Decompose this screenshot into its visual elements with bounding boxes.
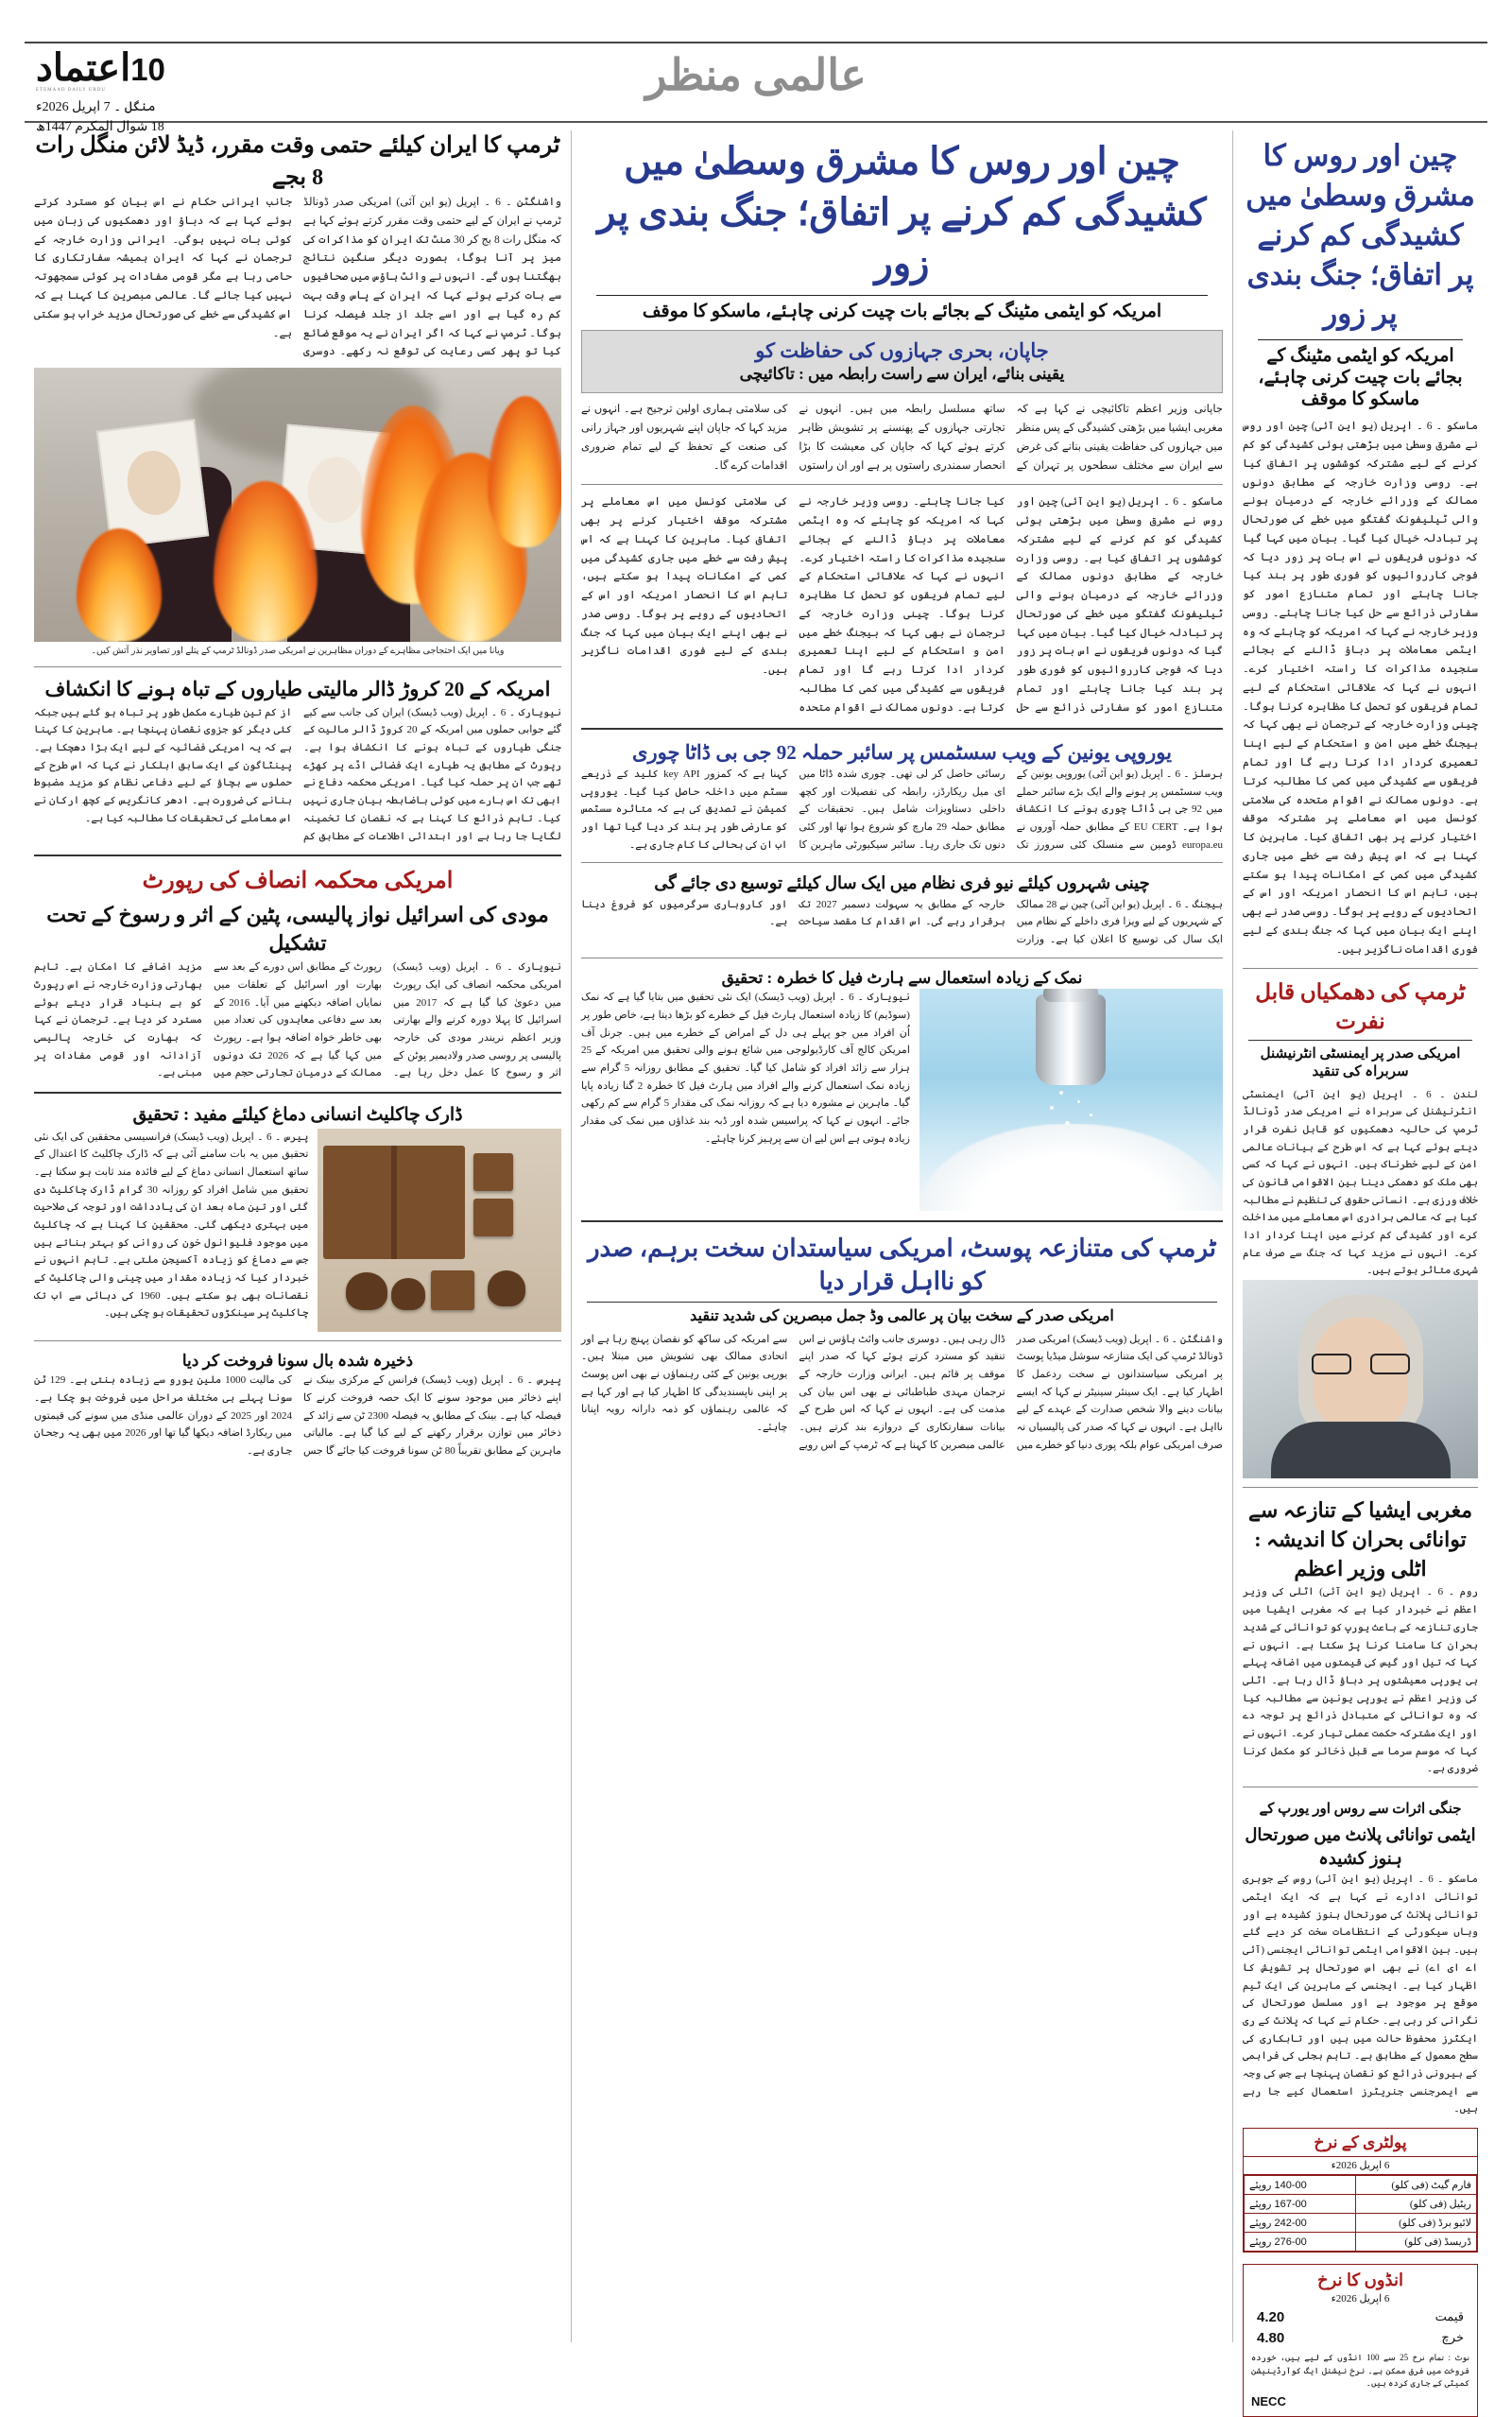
divider [581, 1220, 1223, 1222]
chocolate-headline: ڈارک چاکلیٹ انسانی دماغ کیلئے مفید : تحقیق [132, 1105, 463, 1126]
table-row [1245, 2195, 1477, 2214]
france-gold-headline: ذخیرہ شدہ بال سونا فروخت کر دیا [181, 1351, 414, 1370]
masthead-date [36, 97, 175, 137]
italy-body: روم ۔ 6 ۔ اپریل (یو این آئی) اٹلی کی وزیر اعظم نے خبردار کیا ہے کہ مغربی ایشیا میں جاری تنازعہ کے باعث یورپ کو توانائی کے شدید بحران کا سامنا کرنا پڑ سکتا ہے۔ انہوں نے کہا کہ تیل اور گیس کی قیمتوں میں اضافہ پہلے ہی یورپی معیشتوں پر دباؤ ڈال رہا ہے۔ اٹلی کی وزیر اعظم نے یورپی یونین سے مطالبہ کیا کہ وہ توانائی کے متبادل ذرائع پر توجہ دے اور ایک مشترکہ حکمت عملی تیار کرے۔ انہوں نے کہا کہ موسم سرما سے قبل ذخائر کو مکمل کرنا ضروری ہے۔ [1243, 1586, 1478, 1775]
chocolate-photo [318, 1129, 561, 1332]
section-title: عالمی منظر [645, 51, 867, 99]
egg-row-label: قیمت [1435, 2309, 1464, 2324]
divider [581, 862, 1223, 863]
divider [34, 1340, 561, 1341]
paper-name: اعتماد [36, 46, 131, 89]
date-gregorian: منگل ۔ 7 اپریل 2026ء [36, 100, 156, 114]
salt-pile [919, 1124, 1223, 1211]
amnesty-chief-photo [1243, 1280, 1478, 1478]
masthead-microtext: ETEMAAD DAILY URDU [36, 88, 106, 93]
egg-row-value: 4.20 [1257, 2309, 1285, 2326]
japan-shipping-box [581, 330, 1223, 393]
page-number: 10 [130, 52, 165, 87]
chocolate-body: پیرس ۔ 6 ۔ اپریل (ویب ڈیسک) فرانسیسی محققین کی ایک نئی تحقیق میں یہ بات سامنے آئی ہے کہ ڈارک چاکلیٹ کا اعتدال کے ساتھ استعمال انسانی دماغ کے لیے فائدہ مند ثابت ہو سکتا ہے۔ تحقیق میں شامل افراد کو روزانہ 30 گرام ڈارک چاکلیٹ دی گئی اور تین ماہ بعد ان کی یادداشت اور توجہ کی صلاحیت میں بہتری دیکھی گئی۔ محققین کا کہنا ہے کہ چاکلیٹ میں موجود فلیوانول خون کی روانی کو بہتر بناتے ہیں جس سے دماغ کو زیادہ آکسیجن ملتی ہے۔ تاہم انہوں نے خبردار کیا کہ زیادہ مقدار میں چینی والی چاکلیٹ کے نقصانات بھی ہو سکتے ہیں۔ 1960 کی دہائی سے اب تک چاکلیٹ پر سینکڑوں تحقیقات ہو چکی ہیں۔ [34, 1131, 309, 1320]
eu-cyber-headline: یوروپی یونین کے ویب سسٹمس پر سائبر حملہ 92 جی بی ڈاٹا چوری [632, 740, 1172, 764]
chocolate-bonbon-2 [391, 1278, 425, 1310]
trump-hate-body: لندن ۔ 6 ۔ اپریل (یو این آئی) ایمنسٹی انٹرنیشنل کی سربراہ نے امریکی صدر ڈونالڈ ٹرمپ کی حالیہ دھمکیوں کو قابل نفرت قرار دیتے ہوئے کہا ہے کہ اس طرح کے بیانات عالمی امن کے لیے خطرناک ہیں۔ انہوں نے کہا کہ کسی بھی ملک کو دھمکی دینا بین الاقوامی قانون کی خلاف ورزی ہے۔ انسانی حقوق کی تنظیم نے مطالبہ کیا ہے کہ عالمی برادری اس معاملے میں مداخلت کرے اور کشیدگی کم کرنے میں اپنا کردار ادا کرے۔ انہوں نے مزید کہا کہ جنگ سے صرف عام شہری متاثر ہوتے ہیں۔ [1243, 1088, 1478, 1277]
us-jets-body: نیویارک ۔ 6 ۔ اپریل (ویب ڈیسک) ایران کی جانب سے کیے گئے جوابی حملوں میں امریکہ کے 20 کروڑ ڈالر مالیت کے جنگی طیاروں کے تباہ ہونے کا انکشاف ہوا ہے۔ رپورٹ کے مطابق یہ طیارے ایک فضائی اڈے پر کھڑے تھے جب ان پر حملہ کیا گیا۔ امریکی محکمہ دفاع نے ابھی تک اس بارے میں کوئی باضابطہ بیان جاری نہیں کیا۔ تاہم ذرائع کا کہنا ہے کہ نقصان کا تخمینہ لگایا جا رہا ہے اور ابتدائی اطلاعات کے مطابق کم از کم تین طیارے مکمل طور پر تباہ ہو گئے ہیں جبکہ کئی دیگر کو جزوی نقصان پہنچا ہے۔ ماہرین کا کہنا ہے کہ یہ امریکی فضائیہ کے لیے ایک بڑا دھچکا ہے۔ پینٹاگون کے ایک سابق اہلکار نے کہا کہ اس طرح کے حملوں سے بچاؤ کے لیے دفاعی نظام کو مزید مضبوط بنانے کی ضرورت ہے۔ ادھر کانگریس کے کچھ ارکان نے اس معاملے کی تحقیقات کا مطالبہ کیا ہے۔ [34, 706, 561, 842]
divider [34, 855, 561, 856]
protest-fire-photo [34, 368, 561, 642]
protest-photo-caption: ویانا میں ایک احتجاجی مظاہرے کے دوران مظاہرین نے امریکی صدر ڈونالڈ ٹرمپ کے پتلے اور تصاویر نذر آتش کیں۔ [91, 647, 505, 657]
placard-portrait-face-2 [305, 455, 366, 526]
placard-portrait-face [124, 448, 184, 518]
page-grid [25, 130, 1487, 2408]
trump-iran-body: واشنگٹن ۔ 6 ۔ اپریل (یو این آئی) امریکی صدر ڈونالڈ ٹرمپ نے ایران کے لیے حتمی وقت مقرر کرتے ہوئے کہا ہے کہ منگل رات 8 بج کر 30 منٹ تک ایران کو مذاکرات کی میز پر آنا ہوگا، بصورت دیگر سنگین نتائج بھگتنا ہوں گے۔ انہوں نے وائٹ ہاؤس میں صحافیوں سے بات کرتے ہوئے کہا کہ ایران کے پاس وقت بہت کم رہ گیا ہے اور اسے جلد از جلد فیصلہ کرنا ہوگا۔ ٹرمپ نے کہا کہ اگر ایران نے یہ موقع ضائع کیا تو پھر کسی رعایت کی توقع نہ رکھے۔ دوسری جانب ایرانی حکام نے اس بیان کو مسترد کرتے ہوئے کہا ہے کہ دباؤ اور دھمکیوں کی زبان میں کوئی بات نہیں ہوگی۔ ایرانی وزارت خارجہ کے ترجمان نے کہا کہ ایران ہمیشہ سفارتکاری کا حامی رہا ہے مگر قومی مفادات پر کوئی سمجھوتہ نہیں کیا جائے گا۔ عالمی مبصرین کا کہنا ہے کہ اس کشیدگی سے خطے کی صورتحال مزید خراب ہو سکتی ہے۔ [34, 197, 562, 358]
column-left [25, 130, 571, 2342]
lead-headline: چین اور روس کا مشرق وسطیٰ میں کشیدگی کم کرنے پر اتفاق؛ جنگ بندی پر زور [597, 140, 1207, 285]
poultry-rates-rows [1244, 2175, 1477, 2252]
poultry-row-value: 167-00 روپئے [1245, 2195, 1356, 2214]
poultry-row-label: ڈریسڈ (فی کلو) [1356, 2233, 1477, 2252]
table-row [1245, 2176, 1477, 2195]
ukraine-headline: ایٹمی توانائی پلانٹ میں صورتحال ہنوز کشیدہ [1245, 1825, 1476, 1869]
photo-torso [1271, 1422, 1451, 1478]
divider [581, 484, 1223, 485]
table-row [1245, 2233, 1477, 2252]
divider [34, 1092, 561, 1094]
divider [1243, 968, 1478, 969]
table-row [1245, 2214, 1477, 2233]
flame-5 [488, 396, 561, 547]
egg-row-label: خرچ [1441, 2330, 1464, 2345]
egg-table-note: نوٹ : تمام نرخ 25 سے 100 انڈوں کے لیے ہیں، خوردہ فروخت میں فرق ممکن ہے۔ نرخ نیشنل ایگ کوآرڈینیشن کمیٹی کے جاری کردہ ہیں۔ [1251, 2353, 1469, 2389]
chocolate-square-2 [473, 1199, 513, 1236]
china-visa-body: بیجنگ ۔ 6 ۔ اپریل (یو این آئی) چین نے 28 ممالک کے شہریوں کے لیے ویزا فری داخلے کے نظام میں ایک سال کی توسیع کا اعلان کیا ہے۔ وزارت خارجہ کے مطابق یہ سہولت دسمبر 2027 تک برقرار رہے گی۔ اس اقدام کا مقصد سیاحت اور کاروباری سرگرمیوں کو فروغ دینا ہے۔ [581, 898, 1223, 945]
poultry-row-label: لائیو برڈ (فی کلو) [1356, 2214, 1477, 2233]
salt-article-layout [581, 989, 1223, 1211]
egg-row-value: 4.80 [1257, 2330, 1285, 2347]
lead-body: ماسکو ۔ 6 ۔ اپریل (یو این آئی) چین اور روس نے مشرق وسطیٰ میں بڑھتی ہوئی کشیدگی کو کم کرنے کے لیے مشترکہ کوششوں پر اتفاق کیا ہے۔ روسی وزارت خارجہ کے مطابق دونوں ممالک کے وزرائے خارجہ کے درمیان ہونے والی ٹیلیفونک گفتگو میں خطے کی صورتحال پر تبادلہ خیال کیا گیا۔ بیان میں کہا گیا کہ دونوں فریقوں نے اس بات پر زور دیا کہ فوجی کارروائیوں کو فوری طور پر بند کیا جانا چاہئے اور تمام متنازع امور کو سفارتی ذرائع سے حل کیا جانا چاہئے۔ روسی وزیر خارجہ نے کہا کہ امریکہ کو چاہئے کہ وہ ایٹمی معاملات پر دباؤ ڈالنے کے بجائے سنجیدہ مذاکرات کا راستہ اختیار کرے۔ انہوں نے کہا کہ علاقائی استحکام کے لیے تمام فریقوں کو تحمل کا مظاہرہ کرنا ہوگا۔ چینی وزارت خارجہ کے ترجمان نے بھی کہا کہ بیجنگ خطے میں امن و استحکام کے لیے اپنا تعمیری کردار ادا کرتا رہے گا اور تمام فریقوں سے کشیدگی میں کمی کا مطالبہ کرتا ہے۔ دونوں ممالک نے اقوام متحدہ کی سلامتی کونسل میں اس معاملے پر مشترکہ موقف اختیار کرنے پر بھی اتفاق کیا۔ ماہرین کا کہنا ہے کہ اس پیش رفت سے خطے میں جاری کشیدگی میں کمی کے امکانات پیدا ہو سکتے ہیں، تاہم اس کا انحصار امریکہ اور اس کے اتحادیوں کے رویے پر ہوگا۔ روسی صدر نے بھی اپنے ایک بیان میں کہا کہ جنگ بندی کے لیے فوری اقدامات ناگزیر ہیں۔ [581, 496, 1223, 714]
poultry-row-label: ریٹیل (فی کلو) [1356, 2195, 1477, 2214]
poultry-rates-table [1243, 2128, 1478, 2253]
egg-table-date: 6 اپریل 2026ء [1331, 2293, 1390, 2305]
egg-rates-table [1243, 2264, 1478, 2417]
poultry-row-label: فارم گیٹ (فی کلو) [1356, 2176, 1477, 2195]
photo-glasses [1312, 1354, 1410, 1374]
glasses-lens-left [1312, 1354, 1351, 1374]
trump-iran-headline: ٹرمپ کا ایران کیلئے حتمی وقت مقرر، ڈیڈ لائن منگل رات 8 بجے [35, 133, 560, 190]
japan-box-line2: یقینی بنائے، ایران سے راست رابطہ میں : تاکائیچی [739, 365, 1065, 384]
lead-subhead: امریکہ کو ایٹمی مٹینگ کے بجائے بات چیت کرنی چاہئے، ماسکو کا موقف [596, 295, 1208, 322]
post-body: واشنگٹن ۔ 6 ۔ اپریل (ویب ڈیسک) امریکی صدر ڈونالڈ ٹرمپ کی ایک متنازعہ سوشل میڈیا پوسٹ پر امریکی سیاستدانوں نے سخت ردعمل کا اظہار کیا ہے۔ ایک سینئر سینیٹر نے کہا کہ ایسے بیانات دینے والا شخص صدارت کے عہدے کے لیے نااہل ہے۔ انہوں نے کہا کہ صدر کی پالیسیاں نہ صرف امریکی عوام بلکہ پوری دنیا کو خطرے میں ڈال رہی ہیں۔ دوسری جانب وائٹ ہاؤس نے اس تنقید کو مسترد کرتے ہوئے کہا کہ صدر اپنے موقف پر قائم ہیں۔ ایرانی وزارت خارجہ کے ترجمان مہدی طباطبائی نے بھی اس بیان کی مذمت کی ہے۔ انہوں نے کہا کہ اس طرح کے بیانات سفارتکاری کے دروازے بند کرتے ہیں۔ عالمی مبصرین کا کہنا ہے کہ ٹرمپ کے اس رویے سے امریکہ کی ساکھ کو نقصان پہنچ رہا ہے اور اتحادی ممالک بھی تشویش میں مبتلا ہیں۔ یورپی یونین کے کئی رہنماؤں نے بھی اس پوسٹ پر اپنی ناپسندیدگی کا اظہار کیا ہے اور کہا ہے کہ عالمی رہنماؤں کو ذمہ دارانہ رویہ اپنانا چاہئے۔ [581, 1333, 1223, 1451]
chocolate-bonbon-1 [346, 1272, 387, 1310]
masthead [25, 17, 1487, 134]
divider [34, 666, 561, 667]
column-middle [571, 130, 1232, 2342]
france-gold-body: پیرس ۔ 6 ۔ اپریل (ویب ڈیسک) فرانس کے مرکزی بینک نے اپنے ذخائر میں موجود سونے کا ایک حصہ فروخت کرنے کا فیصلہ کیا ہے۔ بینک کے مطابق یہ فیصلہ 2300 ٹن سے زائد کے ذخائر میں توازن برقرار رکھنے کے لیے کیا گیا ہے۔ مالیاتی ماہرین کے مطابق تقریباً 80 ٹن سونا فروخت کیا جائے گا جس کی مالیت 1000 ملین یورو سے زیادہ بنتی ہے۔ 129 ٹن سونا پہلے ہی مختلف مراحل میں فروخت ہو چکا ہے۔ 2024 اور 2025 کے دوران عالمی منڈی میں سونے کی قیمتوں میں ریکارڈ اضافہ دیکھا گیا تھا اور 2026 میں بھی یہ رجحان جاری ہے۔ [34, 1374, 562, 1458]
list-item [1251, 2309, 1469, 2325]
shaker-cap [1043, 989, 1098, 1002]
chocolate-bonbon-3 [488, 1270, 525, 1306]
japan-box-line1: جاپان، بحری جہازوں کی حفاظت کو [755, 339, 1049, 362]
chocolate-photo-wrap [318, 1129, 561, 1332]
japan-box-body: جاپانی وزیر اعظم تاکائیچی نے کہا ہے کہ مغربی ایشیا میں بڑھتی کشیدگی کے پس منظر میں جہازوں کی حفاظت یقینی بنانے کی غرض سے ایران سے مختلف سطحوں پر تہران کے ساتھ مسلسل رابطہ میں ہیں۔ انہوں نے تجارتی جہازوں کے پھنسنے پر تشویش ظاہر کرتے ہوئے کہا کہ جاپان کی معیشت کا بڑا انحصار سمندری راستوں پر ہے اور ان راستوں کی سلامتی ہماری اولین ترجیح ہے۔ انہوں نے مزید کہا کہ جاپان اپنے شہریوں اور جہاز رانی کی صنعت کے تحفظ کے لیے تمام ضروری اقدامات کرے گا۔ [581, 404, 1223, 472]
china-visa-headline: چینی شہروں کیلئے نیو فری نظام میں ایک سال کیلئے توسیع دی جائے گی [654, 873, 1150, 893]
italy-headline: مغربی ایشیا کے تنازعہ سے توانائی بحران کا اندیشہ : اٹلی وزیر اعظم [1248, 1498, 1472, 1580]
salt-shaker [1036, 994, 1106, 1085]
photo-face [1314, 1318, 1408, 1431]
list-item [1251, 2330, 1469, 2346]
chocolate-square-1 [473, 1153, 513, 1191]
poultry-row-value: 242-00 روپئے [1245, 2214, 1356, 2233]
lead-headline-right-part: چین اور روس کا مشرق وسطیٰ میں کشیدگی کم کرنے پر اتفاق؛ جنگ بندی پر زور [1246, 139, 1475, 331]
glasses-lens-right [1370, 1354, 1410, 1374]
poultry-table-date: 6 اپریل 2026ء [1244, 2157, 1477, 2175]
divider [1243, 1487, 1478, 1488]
masthead-rule [25, 42, 1487, 43]
poultry-row-value: 276-00 روپئے [1245, 2233, 1356, 2252]
salt-shaker-photo [919, 989, 1223, 1211]
column-right [1232, 130, 1487, 2408]
ukraine-body: ماسکو ۔ 6 ۔ اپریل (یو این آئی) روس کے جوہری توانائی ادارے نے کہا ہے کہ ایک ایٹمی توانائی پلانٹ کی صورتحال ہنوز کشیدہ ہے اور وہاں سیکورٹی کے انتظامات سخت کر دیے گئے ہیں۔ بین الاقوامی ایٹمی توانائی ایجنسی (آئی اے ای اے) نے بھی اس صورتحال پر تشویش کا اظہار کیا ہے۔ ایجنسی کے ماہرین کی ایک ٹیم موقع پر موجود ہے اور مسلسل صورتحال کی نگرانی کر رہی ہے۔ حکام نے کہا کہ پلانٹ کے ری ایکٹرز محفوظ حالت میں ہیں اور تابکاری کی سطح معمول کے مطابق ہے۔ تاہم بجلی کی فراہمی کے بیرونی ذرائع کو نقصان پہنچا ہے جس کی وجہ سے ایمرجنسی جنریٹرز استعمال کیے جا رہے ہیں۔ [1243, 1873, 1478, 2115]
egg-table-source: NECC [1251, 2393, 1286, 2408]
lead-body-right: ماسکو ۔ 6 ۔ اپریل (یو این آئی) چین اور روس نے مشرق وسطیٰ میں بڑھتی ہوئی کشیدگی کو کم کرنے کے لیے مشترکہ کوششوں پر اتفاق کیا ہے۔ روسی وزارت خارجہ کے مطابق دونوں ممالک کے وزرائے خارجہ کے درمیان ہونے والی ٹیلیفونک گفتگو میں خطے کی صورتحال پر تبادلہ خیال کیا گیا۔ بیان میں کہا گیا کہ دونوں فریقوں نے اس بات پر زور دیا کہ فوجی کارروائیوں کو فوری طور پر بند کیا جانا چاہئے اور تمام متنازع امور کو سفارتی ذرائع سے حل کیا جانا چاہئے۔ روسی وزیر خارجہ نے کہا کہ امریکہ کو چاہئے کہ وہ ایٹمی معاملات پر دباؤ ڈالنے کے بجائے سنجیدہ مذاکرات کا راستہ اختیار کرے۔ انہوں نے کہا کہ علاقائی استحکام کے لیے تمام فریقوں کو تحمل کا مظاہرہ کرنا ہوگا۔ چینی وزارت خارجہ کے ترجمان نے بھی کہا کہ بیجنگ خطے میں امن و استحکام کے لیے اپنا تعمیری کردار ادا کرتا رہے گا اور تمام فریقوں سے کشیدگی میں کمی کا مطالبہ کرتا ہے۔ دونوں ممالک نے اقوام متحدہ کی سلامتی کونسل میں اس معاملے پر مشترکہ موقف اختیار کرنے پر بھی اتفاق کیا۔ ماہرین کا کہنا ہے کہ اس پیش رفت سے خطے میں جاری کشیدگی میں کمی کے امکانات پیدا ہو سکتے ہیں، تاہم اس کا انحصار امریکہ اور اس کے اتحادیوں کے رویے پر ہوگا۔ روسی صدر نے بھی اپنے ایک بیان میں کہا کہ جنگ بندی کے لیے فوری اقدامات ناگزیر ہیں۔ [1243, 421, 1478, 956]
chocolate-square-3 [431, 1270, 474, 1310]
egg-table-title: انڈوں کا نرخ [1317, 2270, 1403, 2290]
lead-subhead-right: امریکہ کو ایٹمی مٹینگ کے بجائے بات چیت کرنی چاہئے، ماسکو کا موقف [1258, 339, 1463, 410]
doj-kicker: امریکی محکمہ انصاف کی رپورٹ [142, 869, 454, 894]
poultry-table-title: پولٹری کے نرخ [1244, 2129, 1477, 2157]
doj-headline: مودی کی اسرائیل نواز پالیسی، پٹین کے اثر و رسوخ کے تحت تشکیل [46, 902, 549, 956]
chocolate-bar [323, 1146, 465, 1259]
ukraine-kicker: جنگی اثرات سے روس اور یورپ کے [1259, 1802, 1462, 1818]
us-jets-headline: امریکہ کے 20 کروڑ ڈالر مالیتی طیاروں کے تباہ ہونے کا انکشاف [44, 678, 551, 701]
egg-rates-rows [1251, 2309, 1469, 2346]
date-hijri: 18 شوال المکرم 1447ھ [36, 120, 164, 134]
salt-body: نیویارک ۔ 6 ۔ اپریل (ویب ڈیسک) ایک نئی تحقیق میں بتایا گیا ہے کہ نمک (سوڈیم) کا زیادہ استعمال ہارٹ فیل کے خطرے کو بڑھا دیتا ہے، خاص طور پر اُن افراد میں جو پہلے ہی دل کے امراض کے خطرے میں ہیں۔ جرنل آف امریکن کالج آف کارڈیولوجی میں شائع ہونے والی تحقیق میں امریکہ کے 25 ہزار سے زائد افراد کو شامل کیا گیا۔ تحقیق کے مطابق روزانہ 5 گرام سے زیادہ نمک استعمال کرنے والے افراد میں ہارٹ فیل کا خطرہ 2 گنا زیادہ پایا گیا۔ ماہرین نے مشورہ دیا ہے کہ روزانہ نمک کی مقدار 5 گرام سے کم رکھی جائے۔ انہوں نے کہا کہ پراسیس شدہ اور ڈبہ بند غذاؤں میں نمک کی مقدار زیادہ ہوتی ہے اس لیے ان سے پرہیز کرنا چاہئے۔ [581, 992, 910, 1145]
trump-hate-headline: ٹرمپ کی دھمکیاں قابل نفرت [1255, 980, 1466, 1034]
divider [581, 728, 1223, 730]
poultry-row-value: 140-00 روپئے [1245, 2176, 1356, 2195]
salt-photo-wrap [919, 989, 1223, 1211]
post-headline: ٹرمپ کی متنازعہ پوسٹ، امریکی سیاستدان سخت برہم، صدر کو نااہل قرار دیا [587, 1234, 1217, 1296]
chocolate-article-layout [34, 1129, 561, 1332]
post-subhead: امریکی صدر کے سخت بیان پر عالمی وڈ جمل مبصرین کی شدید تنقید [587, 1302, 1217, 1325]
salt-headline: نمک کے زیادہ استعمال سے ہارٹ فیل کا خطرہ : تحقیق [721, 968, 1083, 987]
doj-body: نیویارک ۔ 6 ۔ اپریل (ویب ڈیسک) امریکی محکمہ انصاف کی ایک رپورٹ میں دعویٰ کیا گیا ہے کہ 2017 میں اسرائیل کا پہلا دورہ کرنے والے بھارتی وزیر اعظم نریندر مودی کی خارجہ پالیسی پر روسی صدر ولادیمیر پوٹن کے اثر و رسوخ کا عمل دخل رہا ہے۔ رپورٹ کے مطابق اس دورے کے بعد سے بھارت اور اسرائیل کے تعلقات میں نمایاں اضافہ دیکھنے میں آیا۔ 2016 کے بعد سے دفاعی معاہدوں کی تعداد میں بھی خاطر خواہ اضافہ ہوا ہے۔ رپورٹ میں کہا گیا ہے کہ 2026 تک دونوں ممالک کے درمیان تجارتی حجم میں مزید اضافے کا امکان ہے۔ تاہم بھارتی وزارت خارجہ نے اس رپورٹ کو بے بنیاد قرار دیتے ہوئے مسترد کر دیا ہے۔ ترجمان نے کہا کہ بھارت کی خارجہ پالیسی آزادانہ اور قومی مفادات پر مبنی ہے۔ [34, 961, 561, 1079]
eu-cyber-body: برسلز ۔ 6 ۔ اپریل (یو این آئی) یوروپی یونین کے ویب سسٹمس پر ہونے والے ایک بڑے سائبر حملے میں 92 جی بی ڈاٹا چوری ہونے کا انکشاف ہوا ہے۔ EU CERT کے مطابق حملہ آوروں نے europa.eu ڈومین سے منسلک کئی سرورز تک رسائی حاصل کر لی تھی۔ چوری شدہ ڈاٹا میں ای میل ریکارڈز، رابطہ کی تفصیلات اور کچھ داخلی دستاویزات شامل ہیں۔ تحقیقات کے مطابق حملہ 29 مارچ کو شروع ہوا تھا اور کئی دنوں تک جاری رہا۔ سائبر سیکیورٹی ماہرین کا کہنا ہے کہ کمزور key API کلید کے ذریعے سسٹم میں داخلہ حاصل کیا گیا۔ یوروپی کمیشن نے تصدیق کی ہے کہ متاثرہ سسٹمس کو عارضی طور پر بند کر دیا گیا تھا اور اب ان کی بحالی کا کام جاری ہے۔ [581, 768, 1224, 851]
trump-hate-subhead: امریکی صدر پر ایمنسٹی انٹرنیشنل سربراہ کی تنقید [1248, 1040, 1472, 1080]
